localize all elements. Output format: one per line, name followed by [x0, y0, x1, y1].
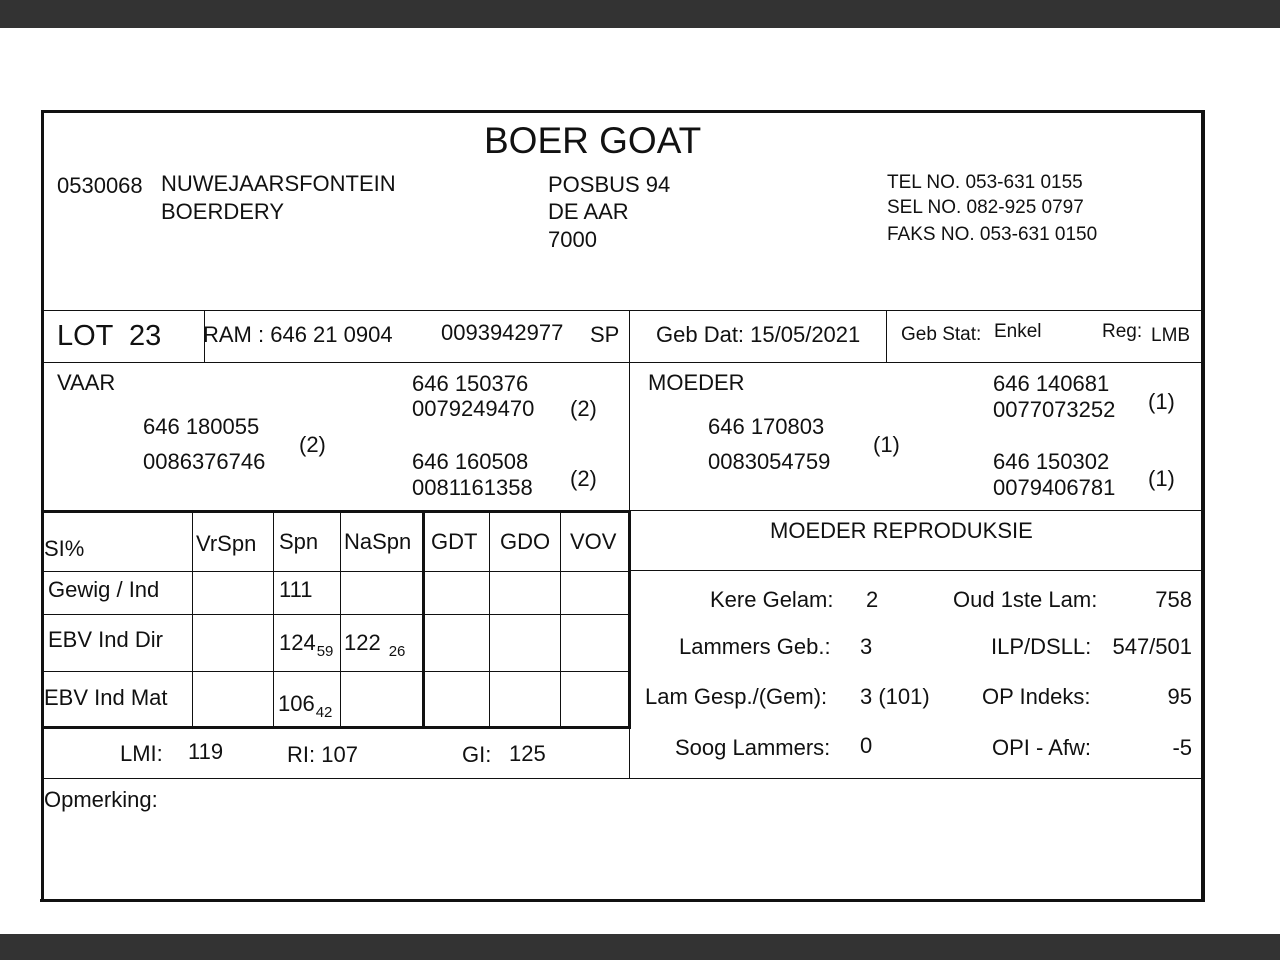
breeder-number: 0530068 [57, 173, 143, 198]
ilp-dsll-label: ILP/DSLL: [991, 634, 1092, 659]
op-indeks-value: 95 [1167, 684, 1192, 709]
frame-right [1201, 110, 1205, 902]
address-line2: DE AAR [548, 199, 629, 224]
header-vrspn: VrSpn [196, 531, 257, 556]
breeder-name-line1: NUWEJAARSFONTEIN [161, 171, 396, 196]
header-spn: Spn [279, 529, 319, 554]
sire-sire-id: 0079249470 [412, 396, 535, 421]
row-ebv-dir-label: EBV Ind Dir [48, 627, 163, 652]
rule-pedigree-right [631, 510, 1202, 511]
rule-header [44, 310, 1202, 311]
vrule-col4 [422, 512, 425, 728]
reg-value: LMB [1151, 325, 1191, 346]
ram-id: 0093942977 [441, 320, 564, 345]
remarks-label: Opmerking: [44, 787, 158, 812]
rule-table-row1 [44, 614, 631, 615]
oud-1ste-lam-label: Oud 1ste Lam: [953, 587, 1098, 612]
header-naspn: NaSpn [344, 529, 412, 554]
sire-dam-birth-type: (2) [570, 466, 597, 491]
frame-bottom [40, 899, 1202, 902]
dam-dam-birth-type: (1) [1148, 466, 1175, 491]
lammers-geb-label: Lammers Geb.: [679, 634, 831, 659]
birth-status-value: Enkel [994, 321, 1042, 342]
opi-afw-label: OPI - Afw: [992, 735, 1092, 760]
header-gdo: GDO [500, 529, 551, 554]
lam-gesp-label: Lam Gesp./(Gem): [645, 684, 828, 709]
header-gdt: GDT [431, 529, 478, 554]
ri-value: RI: 107 [287, 742, 358, 767]
sire-dam-id: 0081161358 [412, 475, 533, 500]
header-vov: VOV [570, 529, 617, 554]
dam-id: 0083054759 [708, 449, 831, 474]
address-line1: POSBUS 94 [548, 172, 671, 197]
card-title: BOER GOAT [484, 120, 702, 161]
ebv-dir-spn-value: 124 [279, 630, 316, 655]
tel-number: TEL NO. 053-631 0155 [887, 172, 1083, 193]
sire-id: 0086376746 [143, 449, 266, 474]
gi-label: GI: [462, 742, 492, 767]
oud-1ste-lam-value: 758 [1155, 587, 1192, 612]
op-indeks-label: OP Indeks: [982, 684, 1091, 709]
row-weight-spn: 111 [279, 577, 313, 602]
rule-pedigree-left [44, 510, 631, 513]
dam-birth-type: (1) [873, 432, 900, 457]
ebv-dir-naspn-value: 122 [344, 630, 381, 655]
lot-number: LOT 23 [57, 320, 162, 352]
ebv-dir-naspn-accuracy: 26 [388, 643, 406, 660]
rule-indices [44, 778, 1202, 779]
address-line3: 7000 [548, 227, 597, 252]
dam-dam-id: 0079406781 [993, 475, 1116, 500]
soog-lammers-value: 0 [860, 733, 873, 758]
sire-tattoo: 646 180055 [143, 414, 260, 439]
reg-label: Reg: [1102, 321, 1143, 342]
vrule-col1 [192, 512, 193, 728]
vrule-col2 [273, 512, 274, 728]
vrule-col5 [489, 512, 490, 728]
ebv-mat-spn-value: 106 [278, 691, 315, 716]
lmi-label: LMI: [120, 741, 163, 766]
opi-afw-value: -5 [1172, 735, 1192, 760]
row-ebv-dir-naspn [344, 632, 405, 659]
kere-gelam-label: Kere Gelam: [710, 587, 834, 612]
sire-sire-birth-type: (2) [570, 396, 597, 421]
dam-tattoo: 646 170803 [708, 414, 825, 439]
sire-dam-tattoo: 646 160508 [412, 449, 529, 474]
row-ebv-dir-spn [279, 632, 333, 659]
dam-sire-id: 0077073252 [993, 397, 1116, 422]
rule-table-row2 [44, 671, 631, 672]
vrule-col3 [340, 512, 341, 728]
breeder-name-line2: BOERDERY [161, 199, 285, 224]
lammers-geb-value: 3 [860, 634, 873, 659]
moeder-label: MOEDER [648, 370, 745, 395]
sel-number: SEL NO. 082-925 0797 [887, 197, 1084, 218]
lmi-value: 119 [188, 739, 224, 764]
ram-tattoo: RAM : 646 21 0904 [203, 322, 393, 347]
sire-sire-tattoo: 646 150376 [412, 371, 529, 396]
soog-lammers-label: Soog Lammers: [675, 735, 831, 760]
row-ebv-mat-label: EBV Ind Mat [44, 685, 168, 710]
birth-date: Geb Dat: 15/05/2021 [656, 322, 861, 347]
frame-left [41, 110, 44, 902]
kere-gelam-value: 2 [866, 587, 879, 612]
rule-table-bottom [44, 726, 631, 729]
row-weight-label: Gewig / Ind [48, 577, 160, 602]
rule-repro-title [631, 570, 1202, 571]
header-si: SI% [44, 536, 85, 561]
vrule-table-right [628, 511, 631, 728]
vrule-gebstat [886, 311, 887, 363]
frame-top [41, 110, 1205, 113]
gi-value: 125 [509, 741, 546, 766]
rule-lot [44, 362, 1202, 363]
rule-table-head [44, 571, 631, 572]
vrule-col6 [560, 512, 561, 728]
reproduction-title: MOEDER REPRODUKSIE [770, 518, 1033, 543]
ebv-dir-spn-accuracy: 59 [316, 643, 334, 660]
birth-status-label: Geb Stat: [901, 324, 982, 345]
faks-number: FAKS NO. 053-631 0150 [887, 224, 1098, 245]
dam-dam-tattoo: 646 150302 [993, 449, 1110, 474]
ram-sp: SP [590, 322, 620, 347]
vaar-label: VAAR [57, 370, 116, 395]
row-ebv-mat-spn [278, 693, 332, 720]
ilp-dsll-value: 547/501 [1112, 634, 1192, 659]
vrule-center-top [629, 311, 630, 511]
sire-birth-type: (2) [299, 432, 326, 457]
vrule-center-bottom [629, 728, 630, 779]
ebv-mat-spn-accuracy: 42 [315, 704, 333, 721]
dam-sire-birth-type: (1) [1148, 389, 1175, 414]
lam-gesp-value: 3 (101) [860, 684, 930, 709]
dam-sire-tattoo: 646 140681 [993, 371, 1110, 396]
